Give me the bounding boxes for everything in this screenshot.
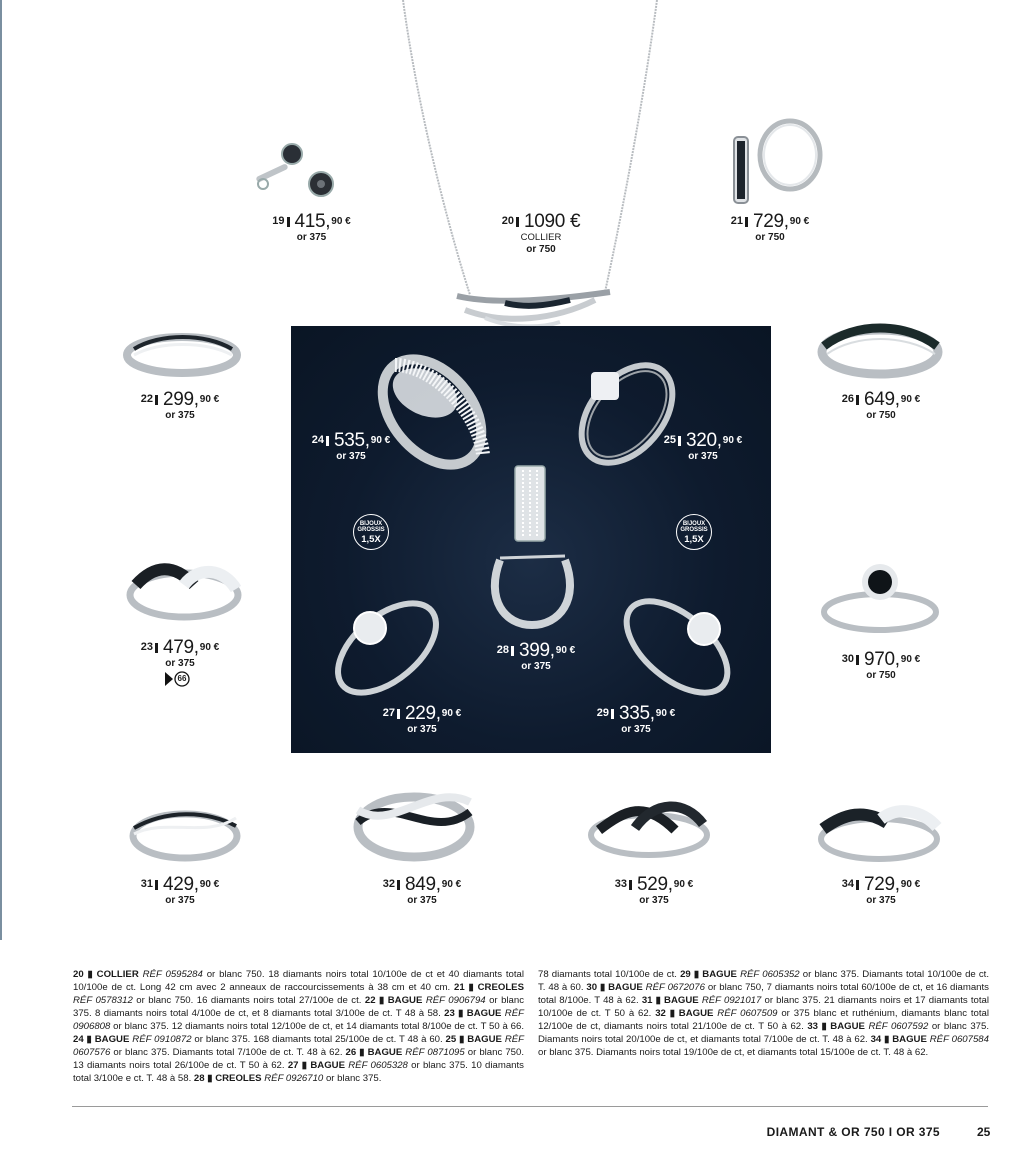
price-label-21: 21 729,90 € or 750 [730, 211, 810, 243]
description-entry-ref: RÉF 0672076 [642, 982, 705, 993]
description-entry-text: or blanc 375. 21 diamants noirs et 17 diamants total 10/100e de ct. T 50 à 62. [538, 995, 989, 1019]
description-entry-title: 27 ▮ BAGUE [287, 1060, 345, 1071]
ring-30-image [818, 560, 943, 640]
price-label-31: 31 429,90 € or 375 [140, 874, 220, 906]
description-entry-ref: RÉF 0910872 [129, 1034, 192, 1045]
description-entry-ref: RÉF 0926710 [261, 1073, 324, 1084]
ring-33-image [585, 790, 713, 865]
ring-34-image [815, 795, 943, 870]
description-entry-title: 25 ▮ BAGUE [445, 1034, 502, 1045]
description-entry-text: or blanc 375. 168 diamants total 25/100e de ct. T 48 à 60. [191, 1034, 446, 1045]
description-entry-text: or blanc 375. Diamants total 10/100e de ct. T. 48 à 60. [538, 969, 990, 993]
description-entry-title: 28 ▮ CREOLES [193, 1073, 262, 1084]
description-column-left [73, 968, 524, 1085]
price-label-22: 22 299,90 € or 375 [140, 389, 220, 421]
description-entry-text: or blanc 375. 12 diamants noirs total 12/100e de ct, et 14 diamants total 8/100e de ct. T 50 à 66. [110, 1021, 524, 1032]
page-reference-number: 66 [177, 674, 187, 683]
magnified-badge-right: BIJOUX GROSSIS 1,5X [676, 514, 712, 550]
description-entry-title: 29 ▮ BAGUE [680, 969, 737, 980]
ring-29-image [612, 585, 742, 710]
ring-32-image [352, 772, 477, 867]
earrings-21-image [728, 115, 828, 210]
price-label-30: 30 970,90 € or 750 [841, 649, 921, 681]
price-label-32: 32 849,90 € or 375 [382, 874, 462, 906]
description-entry-text: 78 diamants total 10/100e de ct. [538, 969, 681, 980]
description-entry-title: 31 ▮ BAGUE [641, 995, 699, 1006]
necklace-image [395, 0, 665, 340]
description-entry-title: 30 ▮ BAGUE [586, 982, 643, 993]
description-entry-ref: RÉF 0607509 [713, 1008, 778, 1019]
description-entry-ref: RÉF 0607584 [926, 1034, 989, 1045]
description-entry [194, 1073, 382, 1084]
description-entry-text: or 375 blanc et ruthénium, diamants blanc total 12/100e de ct, diamants noirs total 21/100e de ct. T 50 à 62. [538, 1008, 989, 1032]
description-entry-text: or blanc 375. [323, 1073, 382, 1084]
ring-22-image [120, 325, 245, 390]
price-label-28: 28 399,90 € or 375 [496, 640, 576, 672]
description-entry-title: 26 ▮ BAGUE [345, 1047, 403, 1058]
description-entry [73, 1034, 446, 1045]
description-entry-title: 24 ▮ BAGUE [73, 1034, 130, 1045]
description-entry [538, 969, 680, 980]
price-label-20: 20 1090 € COLLIER or 750 [501, 211, 581, 255]
description-entry-text: or blanc 375. Diamants noirs total 20/100e de ct, et diamants total 7/100e de ct. T. 48 à 62. [538, 1021, 989, 1045]
description-entry-ref: RÉF 0906794 [422, 995, 486, 1006]
ring-27-image [325, 588, 450, 708]
description-entry-text: or blanc 750, 7 diamants noirs total 60/100e de ct, et 16 diamants total 8/100e. T 48 à 62. [538, 982, 989, 1006]
description-entry-ref: RÉF 0607576 [73, 1034, 525, 1058]
description-entry-ref: RÉF 0605328 [344, 1060, 408, 1071]
description-entry-ref: RÉF 0578312 [73, 995, 133, 1006]
page-edge-rule [0, 0, 2, 940]
price-label-33: 33 529,90 € or 375 [614, 874, 694, 906]
price-label-29: 29 335,90 € or 375 [596, 703, 676, 735]
ring-26-image [815, 318, 945, 388]
ring-23-image [124, 555, 244, 625]
description-entry-text: or blanc 375. 10 diamants total 3/100e e ct. T. 48 à 58. [73, 1060, 524, 1084]
description-entry-text: or blanc 375. 8 diamants noirs total 4/100e de ct, et 8 diamants total 3/100e de ct. T 48 à 58. [73, 995, 524, 1019]
earrings-19-image [245, 140, 355, 205]
footer-divider [72, 1106, 988, 1107]
earring-28-image [485, 460, 580, 630]
description-entry-text: or blanc 375. Diamants noirs total 19/100e de ct, et diamants total 15/100e de ct. T. 48 à 62. [538, 1047, 929, 1058]
description-entry-text: or blanc 750. 16 diamants noirs total 27/100e de ct. [132, 995, 365, 1006]
description-entry-text: or blanc 375. Diamants total 7/100e de ct. T. 48 à 62. [110, 1047, 346, 1058]
price-label-25: 25 320,90 € or 375 [663, 430, 743, 462]
description-entry-title: 34 ▮ BAGUE [870, 1034, 927, 1045]
page-reference-66[interactable] [165, 671, 191, 687]
description-entry-title: 33 ▮ BAGUE [807, 1021, 865, 1032]
magnified-badge-left: BIJOUX GROSSIS 1,5X [353, 514, 389, 550]
page-number: 25 [977, 1125, 991, 1139]
description-entry-text: or blanc 750. 18 diamants noirs total 10/100e de ct et 40 diamants total 10/100e de ct. Long 42 cm avec 2 anneaux de raccourcissements à 38 cm et 40 cm. [73, 969, 524, 993]
description-entry-ref: RÉF 0871095 [402, 1047, 465, 1058]
price-label-19: 19 415,90 € or 375 [272, 211, 351, 243]
price-label-34: 34 729,90 € or 375 [841, 874, 921, 906]
description-entry-ref: RÉF 0906808 [73, 1008, 524, 1032]
description-entry-title: 21 ▮ CREOLES [454, 982, 524, 993]
description-entry-title: 23 ▮ BAGUE [444, 1008, 502, 1019]
description-entry-title: 20 ▮ COLLIER [73, 969, 139, 980]
description-entry-title: 22 ▮ BAGUE [364, 995, 423, 1006]
price-label-23: 23 479,90 € or 375 [140, 637, 220, 669]
description-entry-title: 32 ▮ BAGUE [655, 1008, 714, 1019]
description-column-right [538, 968, 989, 1059]
description-entry-ref: RÉF 0605352 [736, 969, 800, 980]
price-label-24: 24 535,90 € or 375 [311, 430, 391, 462]
price-label-27: 27 229,90 € or 375 [382, 703, 462, 735]
price-label-26: 26 649,90 € or 750 [841, 389, 921, 421]
description-entry-ref: RÉF 0607592 [864, 1021, 929, 1032]
description-entry-ref: RÉF 0921017 [698, 995, 762, 1006]
description-entry-ref: RÉF 0595284 [138, 969, 203, 980]
footer-title: DIAMANT & OR 750 I OR 375 [766, 1125, 940, 1139]
description-entry-text: or blanc 750. 13 diamants noirs total 26/100e de ct. T 50 à 62. [73, 1047, 524, 1071]
ring-31-image [126, 798, 244, 866]
